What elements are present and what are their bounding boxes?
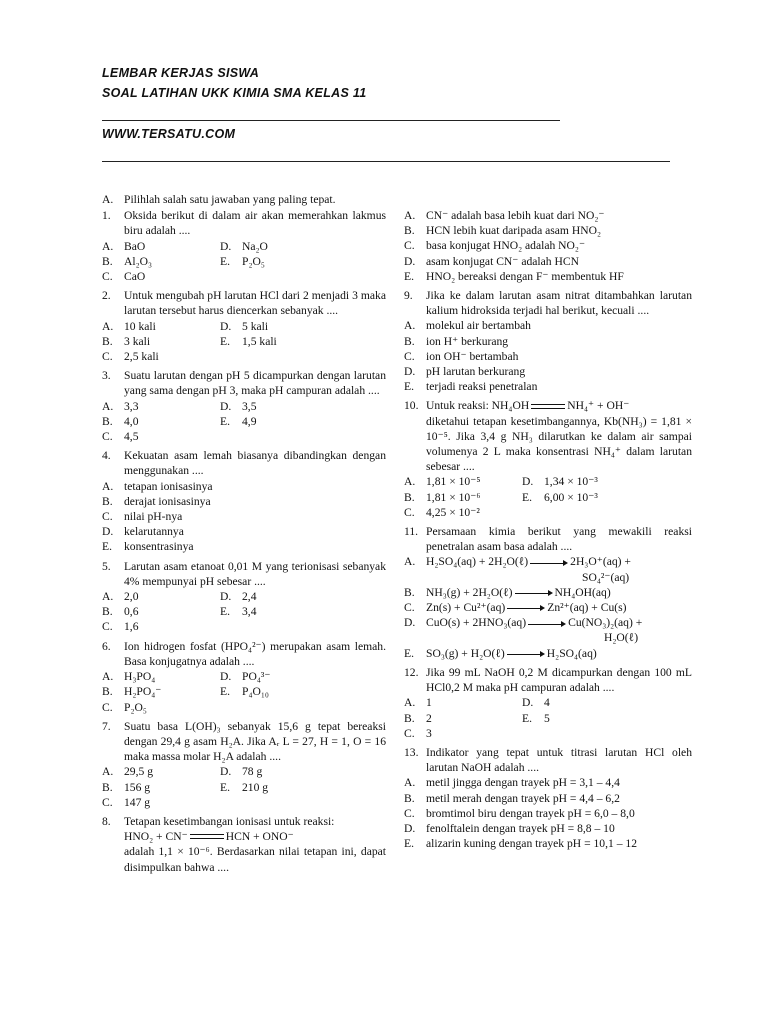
option-a bbox=[426, 554, 692, 584]
option-letter: B. bbox=[404, 334, 415, 348]
reaction-arrow-icon bbox=[515, 590, 553, 596]
option-c: 2,5 kali bbox=[124, 350, 159, 364]
option-letter: D. bbox=[220, 239, 232, 253]
question-7 bbox=[102, 719, 386, 765]
question-number: 6. bbox=[102, 639, 111, 653]
equation-left: HNO₂ + CN⁻ bbox=[124, 830, 188, 844]
equilibrium-arrow-icon bbox=[531, 403, 565, 411]
option-e bbox=[426, 646, 692, 661]
option-d: asam konjugat CN⁻ adalah HCN bbox=[426, 254, 579, 268]
option-e: 4,9 bbox=[242, 414, 257, 428]
products: Zn²⁺(aq) + Cu(s) bbox=[547, 601, 627, 615]
question-text: Jika 99 mL NaOH 0,2 M dicampurkan dengan 100 mL HCl0,2 M maka pH campuran adalah .... bbox=[426, 665, 692, 695]
products: NH₄OH(aq) bbox=[554, 585, 611, 599]
option-b: 3 kali bbox=[124, 334, 151, 348]
left-column bbox=[102, 192, 386, 875]
option-letter: B. bbox=[404, 791, 415, 805]
option-b: H₂PO₄⁻ bbox=[124, 685, 162, 699]
option-letter: E. bbox=[404, 380, 414, 394]
option-letter: D. bbox=[404, 365, 416, 379]
option-letter: A. bbox=[102, 399, 114, 413]
option-letter: E. bbox=[102, 540, 112, 554]
options bbox=[102, 319, 386, 365]
options bbox=[102, 764, 386, 810]
option-b: 2 bbox=[426, 711, 432, 725]
option-b: ion H⁺ berkurang bbox=[426, 334, 509, 348]
option-letter: A. bbox=[404, 696, 416, 710]
reactants: NH₃(g) + 2H₂O(ℓ) bbox=[426, 585, 513, 599]
option-e: 5 bbox=[544, 711, 550, 725]
option-e: P₄O₁₀ bbox=[242, 685, 269, 699]
option-letter: A. bbox=[404, 776, 416, 790]
option-letter: D. bbox=[220, 319, 232, 333]
section-letter: A. bbox=[102, 193, 114, 206]
option-letter: E. bbox=[404, 269, 414, 283]
option-letter: E. bbox=[404, 646, 414, 660]
reaction-arrow-icon bbox=[528, 621, 566, 627]
option-letter: D. bbox=[404, 821, 416, 835]
equation-right: HCN + ONO⁻ bbox=[225, 830, 294, 844]
question-number: 9. bbox=[404, 289, 413, 303]
options bbox=[404, 695, 692, 741]
option-letter: B. bbox=[102, 334, 113, 348]
options bbox=[102, 589, 386, 635]
option-a: tetapan ionisasinya bbox=[124, 479, 213, 493]
option-e: 6,00 × 10⁻³ bbox=[544, 490, 598, 504]
question-number: 12. bbox=[404, 665, 419, 679]
option-letter: C. bbox=[102, 510, 113, 524]
options bbox=[102, 669, 386, 715]
option-letter: C. bbox=[404, 239, 415, 253]
option-a: molekul air bertambah bbox=[426, 319, 531, 333]
option-e: HNO₂ bereaksi dengan F⁻ membentuk HF bbox=[426, 269, 624, 283]
option-letter: C. bbox=[102, 350, 113, 364]
question-text: Oksida berikut di dalam air akan memerahkan lakmus biru adalah .... bbox=[124, 209, 386, 238]
options bbox=[404, 208, 692, 284]
options bbox=[404, 474, 692, 520]
option-letter: A. bbox=[102, 319, 114, 333]
right-column bbox=[404, 208, 692, 851]
options bbox=[404, 554, 692, 660]
products: H₂SO₄(aq) bbox=[546, 646, 597, 660]
option-letter: D. bbox=[102, 525, 114, 539]
products: 2H₃O⁺(aq) + bbox=[570, 555, 631, 569]
header-website: WWW.TERSATU.COM bbox=[102, 127, 236, 141]
question-8 bbox=[102, 814, 386, 829]
equation-right: NH₄⁺ + OH⁻ bbox=[567, 399, 630, 413]
question-10 bbox=[404, 398, 692, 413]
options bbox=[102, 479, 386, 555]
option-letter: B. bbox=[102, 685, 113, 699]
option-letter: E. bbox=[220, 254, 230, 268]
option-c: 4,25 × 10⁻² bbox=[426, 505, 480, 519]
divider bbox=[102, 161, 670, 162]
option-letter: C. bbox=[102, 795, 113, 809]
options bbox=[404, 318, 692, 394]
option-b: derajat ionisasinya bbox=[124, 494, 211, 508]
option-letter: C. bbox=[404, 505, 415, 519]
option-e: konsentrasinya bbox=[124, 540, 194, 554]
question-number: 8. bbox=[102, 814, 111, 828]
option-a: 1,81 × 10⁻⁵ bbox=[426, 475, 481, 489]
option-letter: C. bbox=[404, 349, 415, 363]
option-letter: C. bbox=[102, 620, 113, 634]
option-letter: B. bbox=[102, 605, 113, 619]
instruction-text: Pilihlah salah satu jawaban yang paling tepat. bbox=[124, 193, 336, 206]
option-letter: C. bbox=[102, 430, 113, 444]
question-1 bbox=[102, 208, 386, 238]
question-number: 10. bbox=[404, 399, 419, 413]
question-13 bbox=[404, 745, 692, 775]
option-letter: D. bbox=[220, 399, 232, 413]
question-5 bbox=[102, 559, 386, 589]
option-a: 3,3 bbox=[124, 399, 139, 413]
option-b: HCN lebih kuat daripada asam HNO₂ bbox=[426, 224, 602, 238]
section-instruction bbox=[102, 192, 386, 207]
option-letter: B. bbox=[102, 254, 113, 268]
option-d: pH larutan berkurang bbox=[426, 365, 526, 379]
option-letter: E. bbox=[220, 414, 230, 428]
products-continued: H₂O(ℓ) bbox=[604, 631, 639, 645]
question-text: Suatu basa L(OH)₃ sebanyak 15,6 g tepat bereaksi dengan 29,4 g asam H₂A. Jika Aᵣ L = 27, H = 1, O = 16 maka massa molar H₂A adalah .... bbox=[124, 719, 386, 764]
option-e: 210 g bbox=[242, 780, 269, 794]
option-letter: C. bbox=[404, 726, 415, 740]
option-a: CN⁻ adalah basa lebih kuat dari NO₂⁻ bbox=[426, 209, 605, 222]
question-number: 5. bbox=[102, 559, 111, 573]
option-b: 0,6 bbox=[124, 605, 139, 619]
option-letter: A. bbox=[102, 239, 114, 253]
question-text: Jika ke dalam larutan asam nitrat ditambahkan larutan kalium hidroksida terjadi hal berikut, kecuali .... bbox=[426, 289, 692, 318]
option-e: 1,5 kali bbox=[242, 334, 277, 348]
question-text: Persamaan kimia berikut yang mewakili reaksi penetralan asam basa adalah .... bbox=[426, 525, 692, 554]
option-c: 3 bbox=[426, 726, 432, 740]
option-e: terjadi reaksi penetralan bbox=[426, 380, 538, 394]
option-letter: B. bbox=[102, 414, 113, 428]
option-b: 156 g bbox=[124, 780, 151, 794]
option-letter: C. bbox=[102, 700, 113, 714]
option-letter: B. bbox=[102, 494, 113, 508]
question-text: Indikator yang tepat untuk titrasi larutan HCl oleh larutan NaOH adalah .... bbox=[426, 745, 692, 775]
option-c: nilai pH-nya bbox=[124, 510, 183, 524]
option-letter: D. bbox=[220, 670, 232, 684]
divider bbox=[102, 120, 560, 121]
question-12 bbox=[404, 665, 692, 695]
options bbox=[102, 239, 386, 285]
option-c bbox=[426, 600, 692, 615]
question-3 bbox=[102, 368, 386, 398]
option-letter: D. bbox=[220, 590, 232, 604]
question-number: 7. bbox=[102, 719, 111, 733]
option-letter: A. bbox=[102, 670, 114, 684]
question-text: Ion hidrogen fosfat (HPO₄²⁻) merupakan asam lemah. Basa konjugatnya adalah .... bbox=[124, 639, 386, 668]
option-d: kelarutannya bbox=[124, 525, 184, 539]
option-b: Al₂O₃ bbox=[124, 254, 153, 268]
question-text: Suatu larutan dengan pH 5 dicampurkan dengan larutan yang sama dengan pH 3, maka pH campuran adalah .... bbox=[124, 369, 386, 398]
options bbox=[404, 775, 692, 851]
option-c: 147 g bbox=[124, 795, 151, 809]
question-2 bbox=[102, 288, 386, 318]
option-letter: E. bbox=[404, 837, 414, 851]
option-letter: D. bbox=[404, 254, 416, 268]
header-title: LEMBAR KERJAS SISWA bbox=[102, 66, 260, 80]
option-c: basa konjugat HNO₂ adalah NO₂⁻ bbox=[426, 239, 586, 253]
option-e: P₂O₅ bbox=[242, 254, 265, 268]
option-letter: A. bbox=[102, 479, 114, 493]
option-b: metil merah dengan trayek pH = 4,4 – 6,2 bbox=[426, 791, 620, 805]
question-text: Tetapan kesetimbangan ionisasi untuk reaksi: bbox=[124, 814, 335, 828]
option-c: bromtimol biru dengan trayek pH = 6,0 – 8,0 bbox=[426, 806, 635, 820]
question-text: Kekuatan asam lemah biasanya dibandingkan dengan menggunakan .... bbox=[124, 449, 386, 478]
option-c: 4,5 bbox=[124, 430, 139, 444]
option-a: 10 kali bbox=[124, 319, 156, 333]
option-a: metil jingga dengan trayek pH = 3,1 – 4,4 bbox=[426, 776, 620, 790]
option-c: P₂O₅ bbox=[124, 700, 147, 714]
option-letter: D. bbox=[522, 696, 534, 710]
option-letter: A. bbox=[102, 765, 114, 779]
option-letter: D. bbox=[522, 475, 534, 489]
reactants: H₂SO₄(aq) + 2H₂O(ℓ) bbox=[426, 555, 529, 569]
products-continued: SO₄²⁻(aq) bbox=[582, 570, 630, 584]
reaction-arrow-icon bbox=[507, 605, 545, 611]
option-letter: E. bbox=[220, 605, 230, 619]
option-d: 2,4 bbox=[242, 590, 257, 604]
reactants: SO₃(g) + H₂O(ℓ) bbox=[426, 646, 505, 660]
option-d: PO₄³⁻ bbox=[242, 670, 271, 684]
option-letter: A. bbox=[404, 209, 416, 222]
option-b: 1,81 × 10⁻⁶ bbox=[426, 490, 481, 504]
question-number: 4. bbox=[102, 449, 111, 463]
question-6 bbox=[102, 639, 386, 669]
option-b bbox=[426, 585, 692, 600]
option-letter: A. bbox=[404, 555, 416, 569]
option-d bbox=[426, 615, 692, 645]
option-d: 78 g bbox=[242, 765, 263, 779]
option-e: 3,4 bbox=[242, 605, 257, 619]
option-c: CaO bbox=[124, 270, 146, 284]
option-letter: E. bbox=[220, 334, 230, 348]
option-d: 4 bbox=[544, 696, 550, 710]
question-text-continued: adalah 1,1 × 10⁻⁶. Berdasarkan nilai tetapan ini, dapat disimpulkan bahwa .... bbox=[124, 845, 386, 874]
option-letter: E. bbox=[522, 490, 532, 504]
question-text: Untuk mengubah pH larutan HCl dari 2 menjadi 3 maka larutan tersebut harus diencerkan sebanyak .... bbox=[124, 289, 386, 318]
option-letter: E. bbox=[522, 711, 532, 725]
option-d: 5 kali bbox=[242, 319, 269, 333]
question-lead: Untuk reaksi: NH₄OH bbox=[426, 399, 530, 413]
equilibrium-arrow-icon bbox=[190, 833, 224, 841]
option-a: 1 bbox=[426, 696, 432, 710]
option-a: 2,0 bbox=[124, 590, 139, 604]
equation bbox=[102, 829, 386, 844]
question-number: 3. bbox=[102, 369, 111, 383]
option-letter: B. bbox=[102, 780, 113, 794]
reactants: Zn(s) + Cu²⁺(aq) bbox=[426, 601, 506, 615]
option-letter: B. bbox=[404, 585, 415, 599]
question-text: diketahui tetapan kesetimbangannya, Kb(NH₃) = 1,81 × 10⁻⁵. Jika 3,4 g NH₃ dilarutkan ke dalam air sampai volumenya 2 L maka konsentrasi NH₄⁺ dalam larutan sebesar .... bbox=[426, 414, 692, 474]
question-4 bbox=[102, 448, 386, 478]
option-d: Na₂O bbox=[242, 239, 268, 253]
question-number: 1. bbox=[102, 209, 111, 223]
option-letter: A. bbox=[404, 319, 416, 333]
option-letter: A. bbox=[404, 475, 416, 489]
option-letter: A. bbox=[102, 590, 114, 604]
header-subtitle: SOAL LATIHAN UKK KIMIA SMA KELAS 11 bbox=[102, 86, 367, 100]
question-9 bbox=[404, 288, 692, 318]
option-b: 4,0 bbox=[124, 414, 139, 428]
options bbox=[102, 399, 386, 445]
option-letter: D. bbox=[220, 765, 232, 779]
option-letter: B. bbox=[404, 711, 415, 725]
option-letter: B. bbox=[404, 224, 415, 238]
option-d: 3,5 bbox=[242, 399, 257, 413]
option-letter: E. bbox=[220, 685, 230, 699]
question-number: 2. bbox=[102, 289, 111, 303]
option-a: H₃PO₄ bbox=[124, 670, 156, 684]
question-11 bbox=[404, 524, 692, 554]
question-number: 11. bbox=[404, 525, 419, 539]
reaction-arrow-icon bbox=[530, 560, 568, 566]
option-letter: C. bbox=[404, 806, 415, 820]
reactants: CuO(s) + 2HNO₃(aq) bbox=[426, 616, 527, 630]
option-d: fenolftalein dengan trayek pH = 8,8 – 10 bbox=[426, 821, 615, 835]
option-a: 29,5 g bbox=[124, 765, 153, 779]
option-letter: B. bbox=[404, 490, 415, 504]
option-d: 1,34 × 10⁻³ bbox=[544, 475, 598, 489]
option-c: 1,6 bbox=[124, 620, 139, 634]
option-letter: E. bbox=[220, 780, 230, 794]
products: Cu(NO₃)₂(aq) + bbox=[568, 616, 643, 630]
option-letter: C. bbox=[102, 270, 113, 284]
option-letter: C. bbox=[404, 601, 415, 615]
question-number: 13. bbox=[404, 745, 419, 759]
option-letter: D. bbox=[404, 616, 416, 630]
question-text: Larutan asam etanoat 0,01 M yang terionisasi sebanyak 4% mempunyai pH sebesar .... bbox=[124, 559, 386, 588]
reaction-arrow-icon bbox=[507, 651, 545, 657]
option-c: ion OH⁻ bertambah bbox=[426, 349, 519, 363]
option-a: BaO bbox=[124, 239, 146, 253]
option-e: alizarin kuning dengan trayek pH = 10,1 – 12 bbox=[426, 837, 637, 851]
